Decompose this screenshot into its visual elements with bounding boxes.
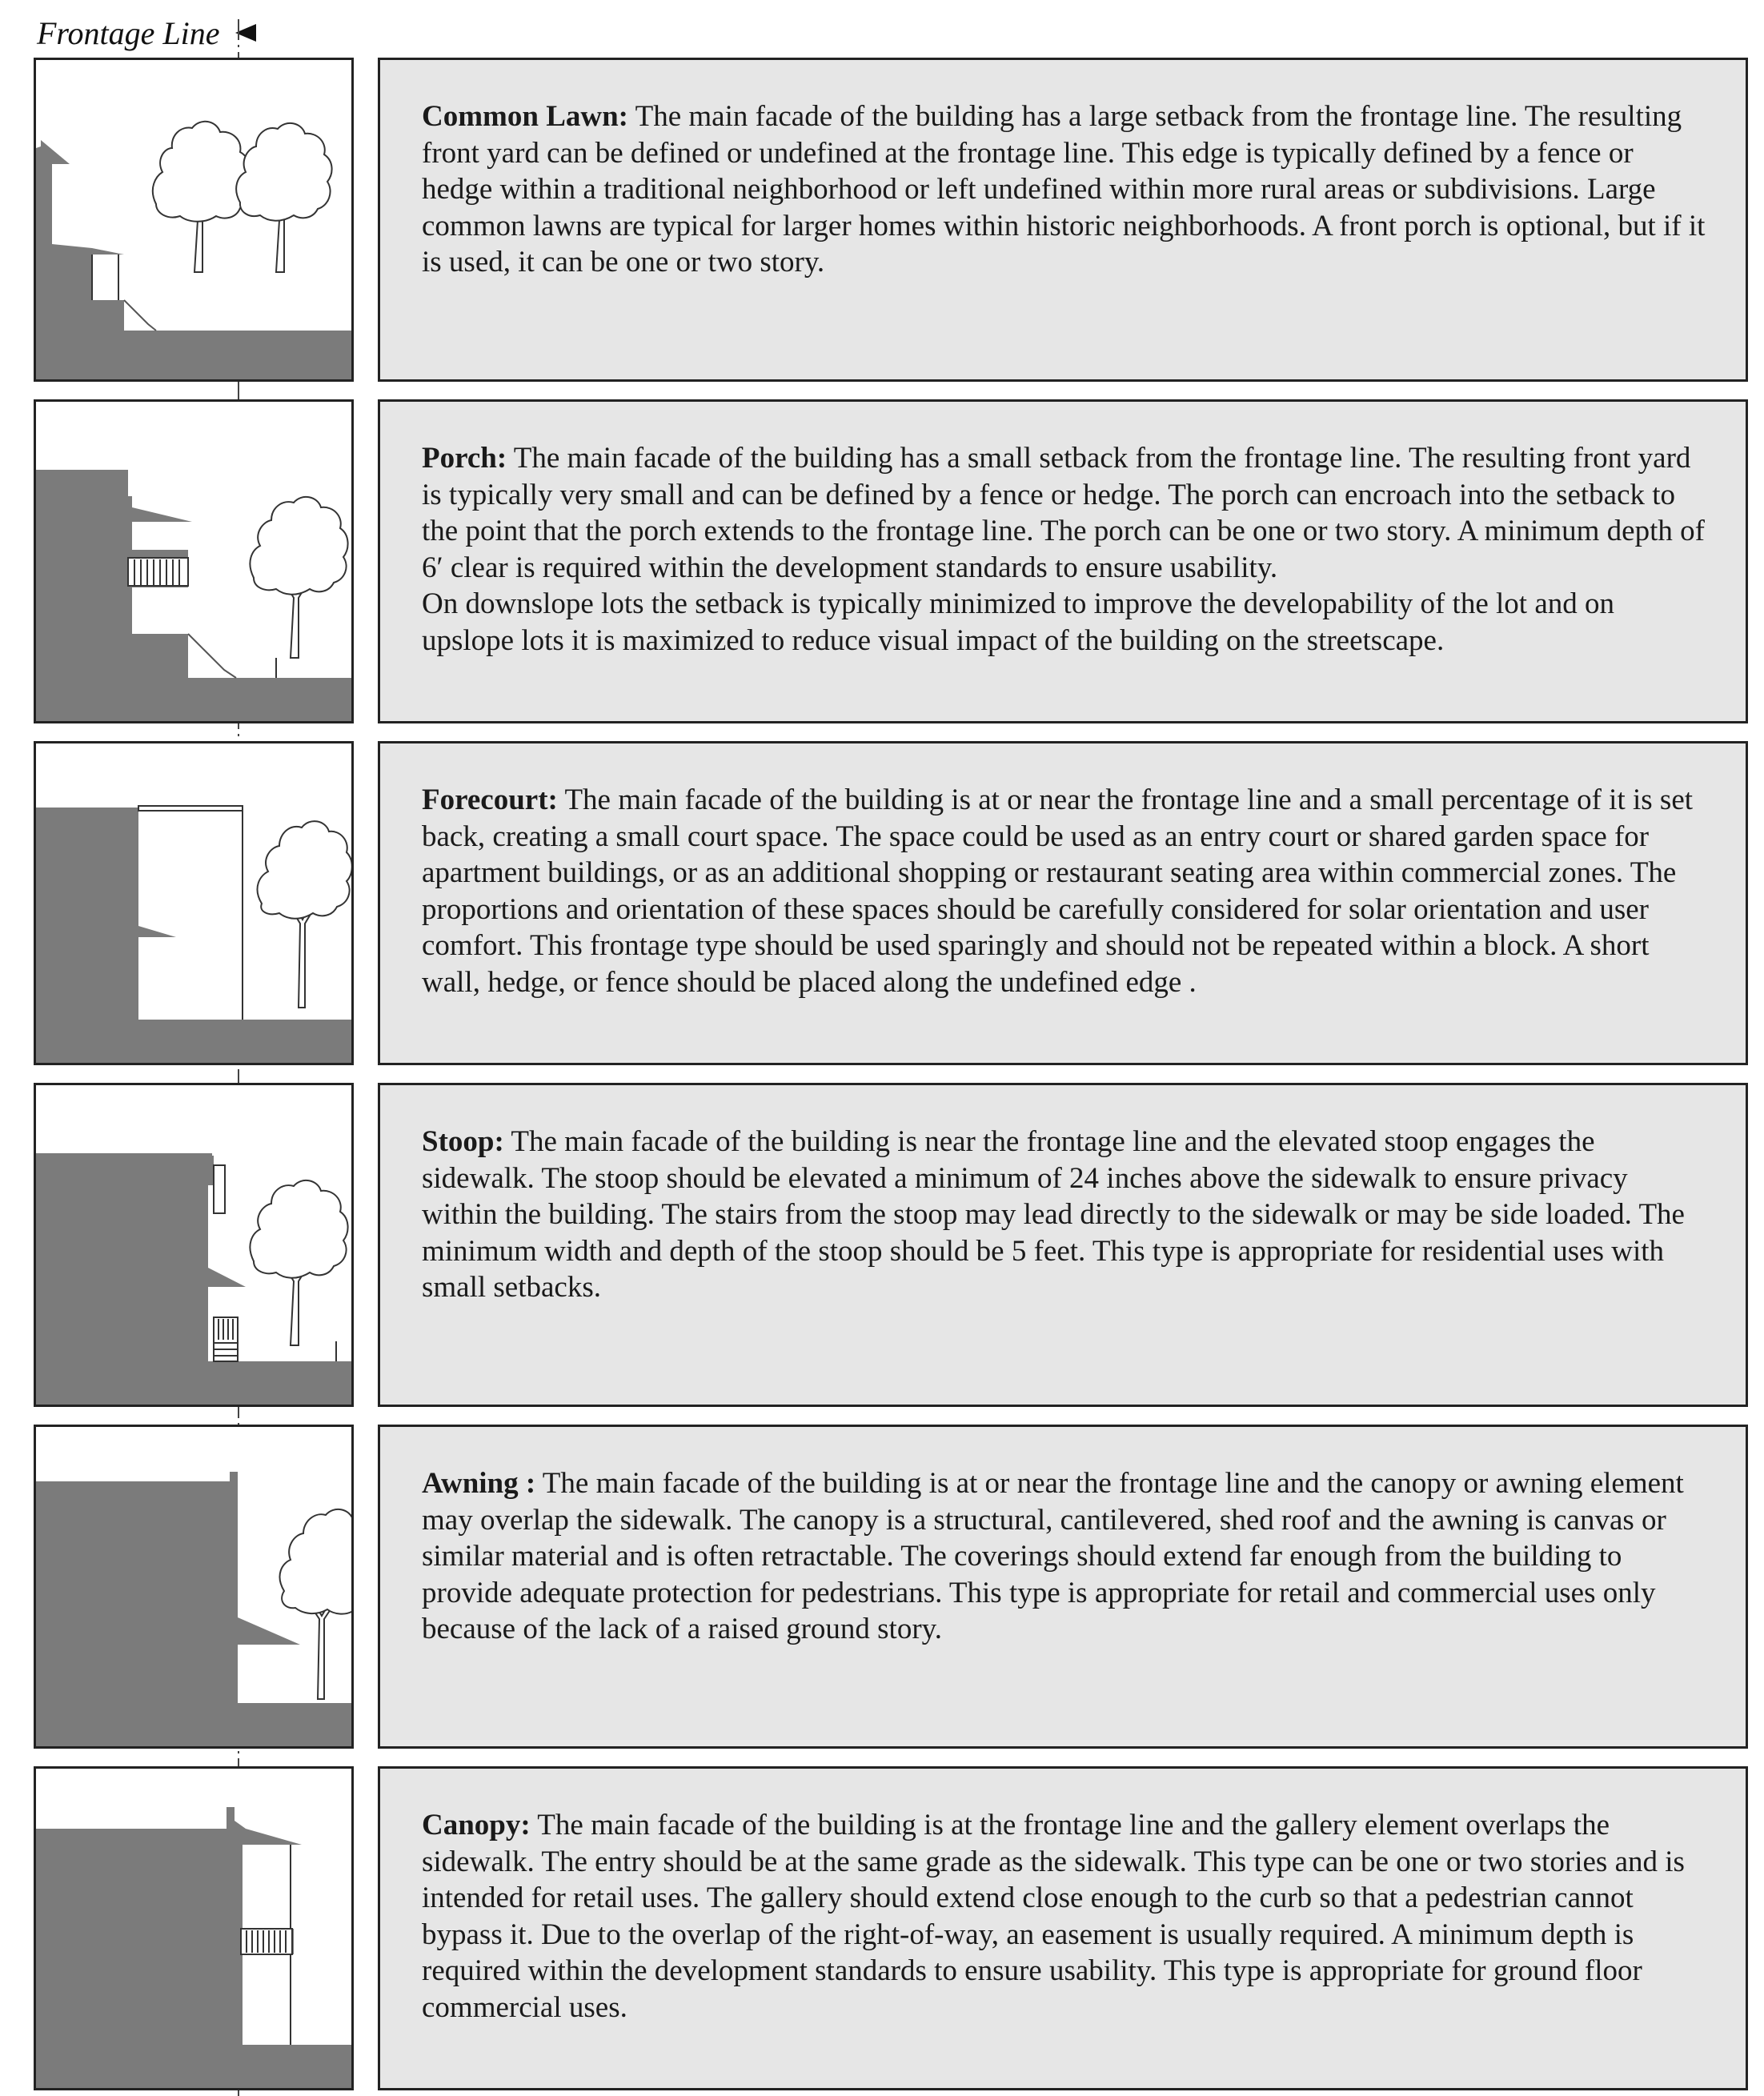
canopy-diagram (34, 1766, 354, 2090)
frontage-type-text: The main facade of the building is near the frontage line and the elevated stoop engages the sidewalk. The stoop should be elevated a minimum of 24 inches above the sidewalk to ensure privacy within the building. The stairs from the stoop may lead directly to the sidewalk or may be side loaded. The minimum width and depth of the stoop should be 5 feet. This type is appropriate for residential uses with small setbacks. (422, 1125, 1685, 1304)
porch-section-illustration (36, 402, 351, 721)
frontage-type-row (0, 399, 1764, 723)
awning-diagram (34, 1425, 354, 1749)
frontage-type-row (0, 741, 1764, 1065)
frontage-type-text: The main facade of the building is at the frontage line and the gallery element overlaps the sidewalk. The entry should be at the same grade as the sidewalk. This type can be one or two stories and is intended for retail uses. The gallery should extend close enough to the curb so that a pedestrian cannot bypass it. Due to the overlap of the right-of-way, an easement is usually required. A minimum depth is required within the development standards to ensure usability. This type is appropriate for ground floor commercial uses. (422, 1809, 1685, 2024)
tree-icon (153, 122, 251, 272)
frontage-type-term: Stoop: (422, 1125, 504, 1158)
tree-icon (258, 821, 351, 1008)
frontage-line-label: Frontage Line (37, 15, 220, 51)
frontage-type-term: Forecourt: (422, 783, 558, 816)
tree-icon (250, 1180, 347, 1345)
frontage-type-row (0, 1766, 1764, 2090)
frontage-type-text: The main facade of the building is at or near the frontage line and a small percentage of it is set back, creating a small court space. The space could be used as an entry court or shared garden space for apartment buildings, or as an additional shopping or restaurant seating area within commercial zones. The proportions and orientation of these spaces should be carefully considered for solar orientation and user comfort. This frontage type should be used sparingly and should not be repeated within a block. A short wall, hedge, or fence should be placed along the undefined edge . (422, 783, 1694, 999)
frontage-type-text-2: On downslope lots the setback is typically minimized to improve the developability of the lot and on upslope lots it is maximized to reduce visual impact of the building on the streetscape. (422, 587, 1614, 657)
frontage-type-term: Porch: (422, 442, 507, 475)
frontage-type-row (0, 1083, 1764, 1407)
frontage-type-text: The main facade of the building has a large setback from the frontage line. The resulting front yard can be defined or undefined at the frontage line. This edge is typically defined by a fence or hedge within a traditional neighborhood or left undefined within more rural areas or subdivisions. Large common lawns are typical for larger homes within historic neighborhoods. A front porch is optional, but if it is used, it can be one or two story. (422, 100, 1706, 279)
forecourt-section-illustration (36, 743, 351, 1063)
frontage-type-row (0, 1425, 1764, 1749)
frontage-type-term: Canopy: (422, 1809, 531, 1842)
frontage-type-text: The main facade of the building has a small setback from the frontage line. The resulting front yard is typically very small and can be defined by a fence or hedge. The porch can encroach into the setback to the point that the porch extends to the frontage line. The porch can be one or two story. A minimum depth of 6′ clear is required within the development standards to ensure usability. (422, 442, 1705, 584)
common-lawn-section-illustration (36, 60, 351, 379)
stoop-diagram (34, 1083, 354, 1407)
canopy-description (378, 1766, 1748, 2090)
frontage-type-term: Common Lawn: (422, 100, 628, 133)
stoop-description (378, 1083, 1748, 1407)
awning-section-illustration (36, 1427, 351, 1746)
frontage-type-text: The main facade of the building is at or near the frontage line and the canopy or awning element may overlap the sidewalk. The canopy is a structural, cantilevered, shed roof and the awning is canvas or similar material and is often retractable. The coverings should extend far enough from the building to provide adequate protection for pedestrians. This type is appropriate for retail and commercial uses only because of the lack of a raised ground story. (422, 1467, 1684, 1645)
common-lawn-description (378, 58, 1748, 382)
tree-icon (280, 1509, 351, 1699)
common-lawn-diagram (34, 58, 354, 382)
forecourt-description (378, 741, 1748, 1065)
tree-icon (250, 497, 347, 658)
frontage-type-term: Awning : (422, 1467, 536, 1500)
canopy-section-illustration (36, 1769, 351, 2088)
awning-description (378, 1425, 1748, 1749)
frontage-type-row (0, 58, 1764, 382)
porch-diagram (34, 399, 354, 723)
stoop-section-illustration (36, 1085, 351, 1405)
tree-icon (236, 123, 331, 272)
forecourt-diagram (34, 741, 354, 1065)
porch-description (378, 399, 1748, 723)
